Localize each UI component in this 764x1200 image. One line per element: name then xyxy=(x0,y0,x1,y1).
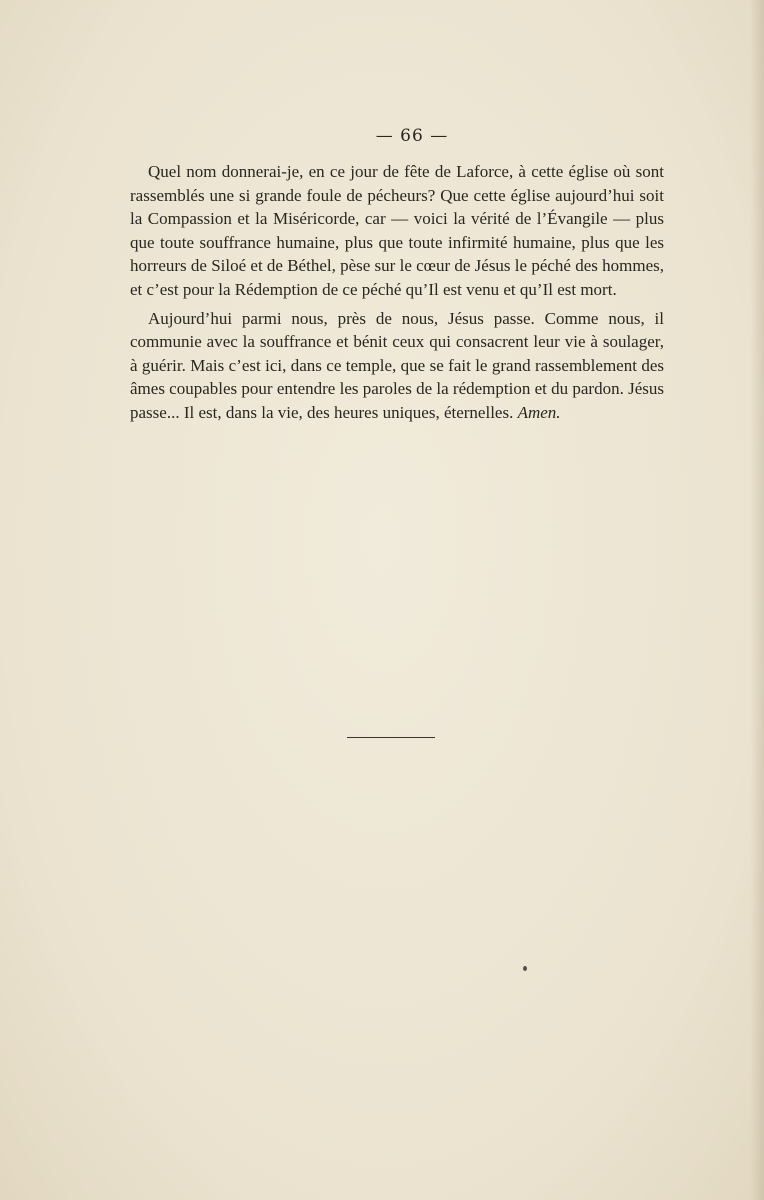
ink-speck xyxy=(523,966,527,971)
closing-word: Amen. xyxy=(517,402,561,422)
paragraph-2 xyxy=(130,307,664,425)
body-text xyxy=(130,160,664,430)
paragraph-1: Quel nom donnerai-je, en ce jour de fête de Laforce, à cette église où sont rassemblés une si grande foule de pécheurs? Que cette église aujourd’hui soit la Compassion et la Miséricorde, car — voici la vérité de l’Évangile — plus que toute souffrance humaine, plus que toute infirmité humaine, plus que les horreurs de Siloé et de Béthel, pèse sur le cœur de Jésus le péché des hommes, et c’est pour la Rédemption de ce péché qu’Il est venu et qu’Il est mort. xyxy=(130,162,664,299)
page-number: — 66 — xyxy=(375,126,449,146)
end-rule-divider xyxy=(347,737,435,738)
page-edge-shadow xyxy=(750,0,764,1200)
paragraph-2-text: Aujourd’hui parmi nous, près de nous, Jésus passe. Comme nous, il communie avec la souffrance et bénit ceux qui consacrent leur vie à soulager, à guérir. Mais c’est ici, dans ce temple, que se fait le grand rassemblement des âmes coupables pour entendre les paroles de la rédemption et du pardon. Jésus passe... Il est, dans la vie, des heures uniques, éternelles. xyxy=(130,308,664,422)
